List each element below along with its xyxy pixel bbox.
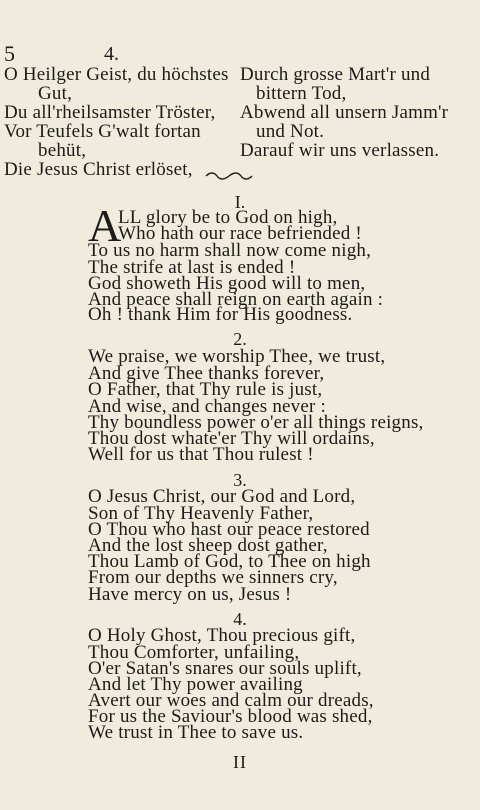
german-stanza-label: 4.: [104, 43, 119, 65]
stanza-number: 4.: [233, 609, 247, 629]
verse-line: O Jesus Christ, our God and Lord,: [88, 486, 356, 507]
verse-line: Thy boundless power o'er all things reigns,: [88, 412, 424, 433]
drop-cap: A: [88, 200, 122, 251]
verse-line: For us the Saviour's blood was shed,: [88, 706, 373, 727]
stanza-number: 2.: [233, 329, 247, 349]
verse-line: And give Thee thanks forever,: [88, 363, 325, 384]
verse-line: Well for us that Thou rulest !: [88, 444, 314, 465]
page-marker: 5: [4, 41, 15, 66]
verse-line: And the lost sheep dost gather,: [88, 535, 328, 556]
german-right-line: bittern Tod,: [256, 83, 347, 104]
ornament-icon: [205, 170, 253, 182]
verse-line: God showeth His good will to men,: [88, 273, 366, 294]
verse-line: Thou Comforter, unfailing,: [88, 642, 300, 663]
verse-line: LL glory be to God on high,: [118, 207, 338, 228]
verse-line: O Thou who hast our peace restored: [88, 519, 370, 540]
german-left-line: O Heilger Geist, du höchstes: [4, 64, 229, 85]
stanza-number: 3.: [233, 470, 247, 490]
verse-line: We trust in Thee to save us.: [88, 722, 304, 743]
german-left-line: Vor Teufels G'walt fortan: [4, 121, 201, 142]
german-right-line: Darauf wir uns verlassen.: [240, 140, 440, 161]
verse-line: Thou dost whate'er Thy will ordains,: [88, 428, 375, 449]
stanza-number: I.: [234, 192, 246, 212]
verse-line: And wise, and changes never :: [88, 396, 326, 417]
verse-line: Have mercy on us, Jesus !: [88, 584, 292, 605]
verse-line: Who hath our race befriended !: [118, 223, 362, 244]
german-left-line: Du all'rheilsamster Tröster,: [4, 102, 216, 123]
german-left-line: behüt,: [38, 140, 87, 161]
verse-line: O Father, that Thy rule is just,: [88, 379, 323, 400]
german-left-line: Gut,: [38, 83, 73, 104]
german-right-line: und Not.: [256, 121, 325, 142]
german-right-line: Durch grosse Mart'r und: [240, 64, 431, 85]
verse-line: The strife at last is ended !: [88, 257, 296, 278]
verse-line: O Holy Ghost, Thou precious gift,: [88, 625, 356, 646]
verse-line: From our depths we sinners cry,: [88, 567, 338, 588]
german-left-line: Die Jesus Christ erlöset,: [4, 159, 193, 180]
verse-line: To us no harm shall now come nigh,: [88, 240, 372, 261]
verse-line: And peace shall reign on earth again :: [88, 289, 384, 310]
verse-line: Son of Thy Heavenly Father,: [88, 503, 314, 524]
verse-line: And let Thy power availing: [88, 674, 303, 695]
verse-line: O'er Satan's snares our souls uplift,: [88, 658, 362, 679]
verse-line: Thou Lamb of God, to Thee on high: [88, 551, 371, 572]
verse-line: We praise, we worship Thee, we trust,: [88, 346, 386, 367]
verse-line: Oh ! thank Him for His goodness.: [88, 304, 353, 325]
page-number: II: [233, 752, 247, 772]
verse-line: Avert our woes and calm our dreads,: [88, 690, 374, 711]
german-right-line: Abwend all unsern Jamm'r: [240, 102, 449, 123]
